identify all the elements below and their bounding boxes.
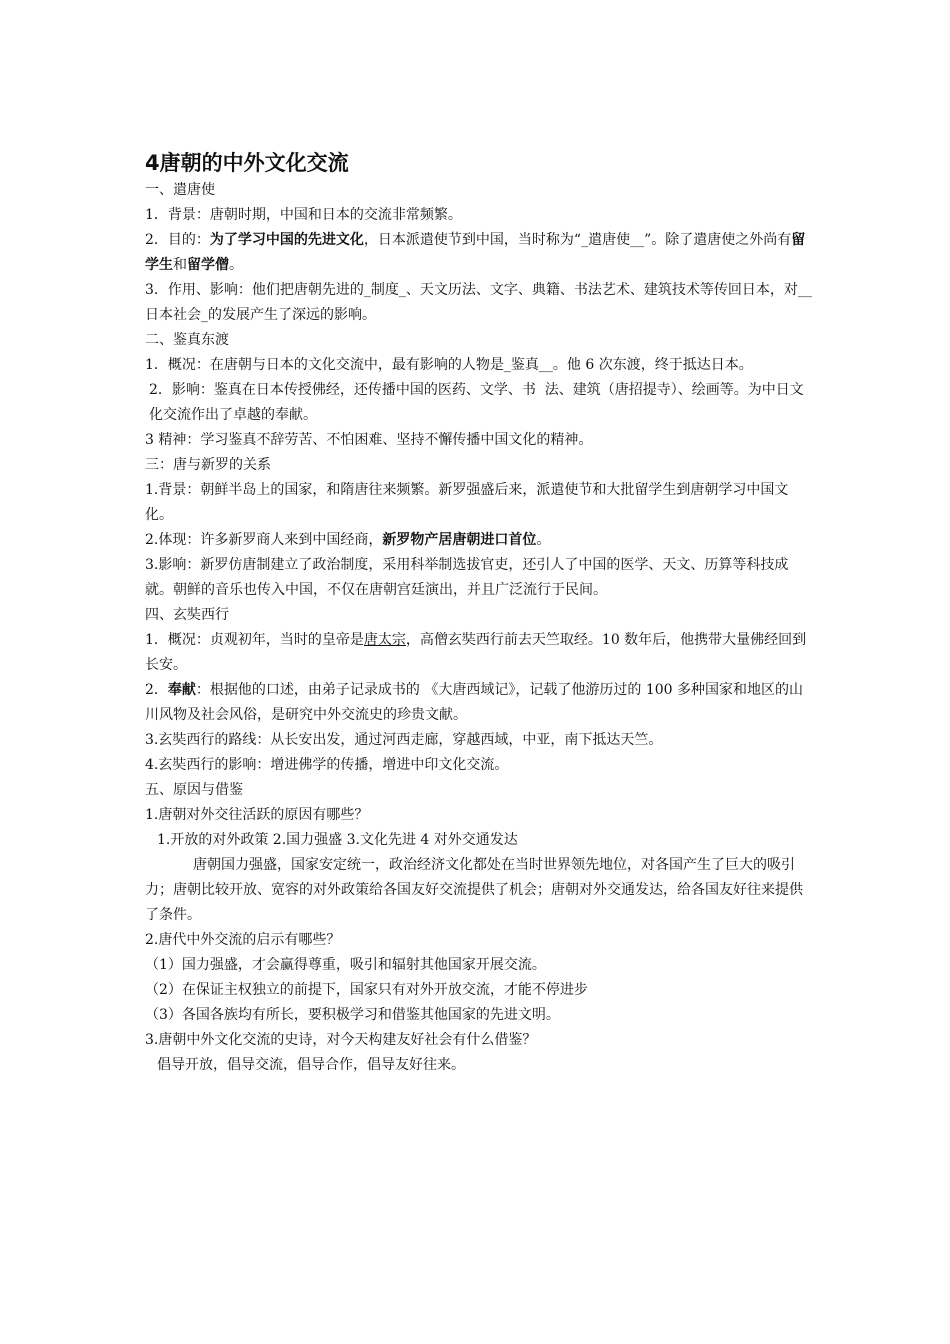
section-heading-reasons: 五、原因与借鉴 <box>145 782 243 798</box>
xuanzang-contribution <box>145 678 815 728</box>
reasons-answer-1-list: 1.开放的对外政策 2.国力强盛 3.文化先进 4 对外交通发达 <box>157 832 518 848</box>
envoys-period: 。 <box>229 257 243 273</box>
reasons-answer-2-item-3: （3）各国各族均有所长，要积极学习和借鉴其他国家的先进文明。 <box>145 1007 560 1023</box>
envoys-monks-bold: 留学僧 <box>187 257 229 273</box>
silla-impact: 3.影响：新罗仿唐制建立了政治制度，采用科举制选拔官吏，还引人了中国的医学、天文、历算等科技成就。朝鲜的音乐也传入中国，不仅在唐朝宫廷演出，并且广泛流行于民间。 <box>145 557 789 598</box>
envoys-purpose-label: 2．目的： <box>145 232 210 248</box>
silla-manifestation-bold: 新罗物产居唐朝进口首位 <box>382 532 537 548</box>
envoys-background: 1．背景：唐朝时期，中国和日本的交流非常频繁。 <box>145 207 462 223</box>
section-heading-jianzhen: 二、鉴真东渡 <box>145 332 229 348</box>
reasons-answer-1-paragraph: 唐朝国力强盛，国家安定统一，政治经济文化都处在当时世界领先地位，对各国产生了巨大的吸引力；唐朝比较开放、宽容的对外政策给各国友好交流提供了机会；唐朝对外交通发达，给各国友好往来提供了条件。 <box>145 857 803 923</box>
envoys-purpose-text: ，日本派遣使节到中国，当时称为“_遣唐使__”。除了遣唐使之外尚有 <box>363 232 792 248</box>
envoys-and: 和 <box>173 257 187 273</box>
document-title: 4唐朝的中外文化交流 <box>145 151 349 175</box>
xuanzang-influence: 4.玄奘西行的影响：增进佛学的传播，增进中印文化交流。 <box>145 757 509 773</box>
section-heading-xuanzang: 四、玄奘西行 <box>145 607 229 623</box>
jianzhen-overview: 1．概况：在唐朝与日本的文化交流中，最有影响的人物是_鉴真__。他 6 次东渡，终于抵达日本。 <box>145 357 753 373</box>
silla-manifestation-text: 2.体现：许多新罗商人来到中国经商， <box>145 532 383 548</box>
xuanzang-contribution-num: 2． <box>145 682 168 698</box>
xuanzang-route: 3.玄奘西行的路线：从长安出发，通过河西走廊，穿越西域，中亚，南下抵达天竺。 <box>145 732 663 748</box>
envoys-purpose-bold: 为了学习中国的先进文化 <box>209 232 364 248</box>
xuanzang-contribution-bold: 奉献 <box>167 682 196 698</box>
jianzhen-impact: 2．影响：鉴真在日本传授佛经，还传播中国的医药、文学、书 法、建筑（唐招提寺）、绘画等。为中日文化交流作出了卓越的奉献。 <box>149 382 804 423</box>
document-page <box>145 148 815 1078</box>
reasons-answer-3: 倡导开放，倡导交流，倡导合作，倡导友好往来。 <box>157 1057 465 1073</box>
jianzhen-spirit: 3 精神：学习鉴真不辞劳苦、不怕困难、坚持不懈传播中国文化的精神。 <box>145 432 593 448</box>
reasons-answer-2-item-2: （2）在保证主权独立的前提下，国家只有对外开放交流，才能不停进步 <box>145 982 588 998</box>
reasons-question-3: 3.唐朝中外文化交流的史诗，对今天构建友好社会有什么借鉴？ <box>145 1032 537 1048</box>
envoys-students-bold: 留学生 <box>145 232 806 273</box>
xuanzang-contribution-text: ：根据他的口述，由弟子记录成书的 《大唐西域记》，记载了他游历过的 100 多种国家和地区的山川风物及社会风俗，是研究中外交流史的珍贵文献。 <box>145 682 803 723</box>
section-heading-envoys: 一、遣唐使 <box>145 182 215 198</box>
reasons-answer-2-item-1: （1）国力强盛，才会赢得尊重，吸引和辐射其他国家开展交流。 <box>145 957 546 973</box>
reasons-question-2: 2.唐代中外交流的启示有哪些？ <box>145 932 341 948</box>
reasons-question-1: 1.唐朝对外交往活跃的原因有哪些？ <box>145 807 369 823</box>
xuanzang-emperor-underlined: 唐太宗 <box>363 632 406 648</box>
section-heading-silla: 三：唐与新罗的关系 <box>145 457 271 473</box>
silla-manifestation-period: 。 <box>536 532 551 548</box>
silla-background: 1.背景：朝鲜半岛上的国家，和隋唐往来频繁。新罗强盛后来，派遣使节和大批留学生到唐朝学习中国文化。 <box>145 482 789 523</box>
xuanzang-overview <box>145 628 815 678</box>
xuanzang-overview-label: 1．概况：贞观初年，当时的皇帝是 <box>145 632 364 648</box>
silla-manifestation <box>145 528 815 553</box>
envoys-purpose <box>145 228 815 278</box>
xuanzang-overview-text: ，高僧玄奘西行前去天竺取经。10 数年后，他携带大量佛经回到长安。 <box>145 632 807 673</box>
envoys-impact: 3．作用、影响：他们把唐朝先进的_制度_、天文历法、文字、典籍、书法艺术、建筑技术等传回日本，对__日本社会_的发展产生了深远的影响。 <box>145 282 812 323</box>
